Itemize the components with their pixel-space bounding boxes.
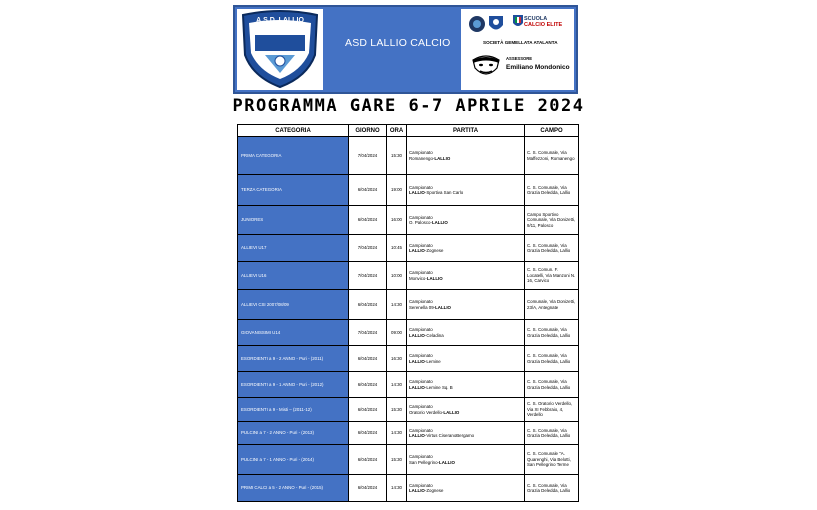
match-cell [407,372,525,398]
category-cell: ESORDIENTI a 9 - Misti – (2011-12) [238,398,349,422]
date-cell: 6/04/2024 [349,175,387,206]
category-cell: ESORDIENTI a 9 - 1 ANNO - Puri - (2012) [238,372,349,398]
teams-label [409,190,524,196]
column-header: GIORNO [349,125,387,137]
venue-cell: C. S. Comunale, Via Grazia Deledda, Lallio [525,475,579,502]
school-label: SCUOLA CALCIO ELITE [524,16,563,28]
competition-label: Campionato [409,379,433,384]
assessore-name: Emiliano Mondonico [506,64,570,71]
venue-cell: C. S. Comunale, Via Grazia Deledda, Lallio [525,346,579,372]
match-cell [407,422,525,445]
team-lallio: LALLIO [426,275,443,281]
time-cell: 14:30 [387,475,407,502]
column-header: CATEGORIA [238,125,349,137]
teams-label [409,410,524,416]
competition-label: Campionato [409,327,433,332]
time-cell: 14:30 [387,372,407,398]
venue-cell: Campo Sportivo Comunale, Via Donizetti, 9/11, Palosco [525,206,579,235]
date-cell: 6/04/2024 [349,422,387,445]
category-cell: JUNIORES [238,206,349,235]
category-cell: TERZA CATEGORIA [238,175,349,206]
date-cell: 6/04/2024 [349,475,387,502]
teams-label [409,433,524,439]
match-cell [407,235,525,262]
match-cell [407,320,525,346]
match-cell [407,290,525,320]
table-row [238,290,579,320]
team-lallio: LALLIO [443,409,460,415]
team-pre: Oratorio Verdello- [409,409,444,415]
date-cell: 6/04/2024 [349,206,387,235]
competition-label: Campionato [409,184,433,190]
teams-label [409,305,524,311]
competition-label: Campionato [409,150,433,155]
venue-cell: C. S. Oratorio Verdello, Via XI Febbraio, 4, Verdello [525,398,579,422]
date-cell: 6/04/2024 [349,372,387,398]
match-cell [407,175,525,206]
date-cell: 7/04/2024 [349,235,387,262]
assessore-label: ASSESSORE [506,56,533,61]
header-banner [233,5,578,94]
date-cell: 6/04/2024 [349,290,387,320]
time-cell: 14:30 [387,422,407,445]
table-row [238,137,579,175]
table-row [238,372,579,398]
date-cell: 7/04/2024 [349,320,387,346]
date-cell: 6/04/2024 [349,445,387,475]
match-cell [407,475,525,502]
time-cell: 15:30 [387,445,407,475]
time-cell: 16:00 [387,206,407,235]
table-row [238,206,579,235]
table-row [238,262,579,290]
category-cell: ALLIEVI U16 [238,262,349,290]
competition-label: Campionato [409,353,433,358]
portrait-icon [469,52,503,80]
time-cell: 16:30 [387,346,407,372]
match-cell [407,346,525,372]
teams-label [409,333,524,339]
time-cell: 15:30 [387,398,407,422]
table-header-row [238,125,579,137]
team-post: -Zognese [424,248,444,253]
match-cell [407,398,525,422]
team-post: -Lemine Sq. B [424,384,453,390]
team-pre: O. Palosco- [409,220,432,225]
club-logo [237,9,323,90]
team-lallio: LALLIO [409,332,425,338]
time-cell: 14:30 [387,290,407,320]
team-post: -Virtus CiseranoBergamo [424,433,475,438]
time-cell: 10:45 [387,235,407,262]
teams-label [409,276,524,282]
team-post: -Celadina [424,332,444,338]
club-title: ASD LALLIO CALCIO [345,37,451,49]
competition-label: Campionato [409,214,433,220]
competition-label: Campionato [409,427,433,433]
schedule-table [237,124,579,502]
date-cell: 7/04/2024 [349,137,387,175]
team-lallio: LALLIO [431,220,448,225]
team-lallio: LALLIO [409,190,425,195]
teams-label [409,385,524,391]
teams-label [409,488,524,494]
venue-cell: C. S. Comunale, Via Grazia Deledda, Lallio [525,235,579,262]
column-header: ORA [387,125,407,137]
column-header: PARTITA [407,125,525,137]
team-post: -Zognese [424,488,444,493]
sponsor-panel [461,9,574,90]
match-cell [407,262,525,290]
twinned-label: SOCIETÀ GEMELLATA ATALANTA [483,40,558,45]
table-row [238,175,579,206]
figc-shield-icon [513,15,523,29]
competition-label: Campionato [409,454,433,459]
category-cell: PRIMA CATEGORIA [238,137,349,175]
teams-label [409,248,524,254]
team-pre: Monvico- [409,275,427,281]
team-post: -Sportiva San Carlo [424,190,464,195]
table-row [238,475,579,502]
column-header: CAMPO [525,125,579,137]
competition-label: Campionato [409,404,433,409]
date-cell: 6/04/2024 [349,398,387,422]
time-cell: 10:00 [387,262,407,290]
competition-label: Campionato [409,270,433,275]
team-post: -Lemine [424,358,441,364]
venue-cell: C. S. Comunale, Via Maffezzoni, Romanengo [525,137,579,175]
table-row [238,398,579,422]
teams-label [409,359,524,365]
team-pre: San Pellegrino- [409,459,440,465]
match-cell [407,137,525,175]
team-pre: Romanengo- [409,155,435,161]
table-row [238,445,579,475]
competition-label: Campionato [409,242,433,248]
venue-cell: C. S. Comunale, Via Grazia Deledda, Lallio [525,320,579,346]
match-cell [407,206,525,235]
shield-logo-icon [237,9,323,90]
team-lallio: LALLIO [409,358,425,364]
team-lallio: LALLIO [409,384,425,390]
category-cell: GIOVANISSIMI U14 [238,320,349,346]
competition-label: Campionato [409,299,433,304]
logo-text: A.S.D. LALLIO [256,17,304,24]
category-cell: PRIMI CALCI a 5 - 2 ANNO - Puri - (2015) [238,475,349,502]
competition-label: Campionato [409,482,433,488]
venue-cell: Comunale, Via Donizetti, 23/A, Antegnate [525,290,579,320]
time-cell: 15:30 [387,137,407,175]
teams-label [409,460,524,466]
venue-cell: C. S. Comunale "A. Quarenghi, Via Belotti, San Pellegrino Terme [525,445,579,475]
venue-cell: C. S. Comunale, Via Grazia Deledda, Lallio [525,372,579,398]
team-lallio: LALLIO [439,459,455,465]
team-pre: Serenella 09- [409,304,436,310]
date-cell: 6/04/2024 [349,346,387,372]
match-cell [407,445,525,475]
club-badges-icon [469,13,505,35]
category-cell: ALLIEVI U17 [238,235,349,262]
category-cell: ALLIEVI CSI 2007/08/09 [238,290,349,320]
team-lallio: LALLIO [435,304,451,310]
time-cell: 19:00 [387,175,407,206]
category-cell: PULCINI a 7 - 1 ANNO - Puri - (2014) [238,445,349,475]
page-title: PROGRAMMA GARE 6-7 APRILE 2024 [232,96,585,116]
venue-cell: C. S. Comunale, Via Grazia Deledda, Lallio [525,175,579,206]
team-lallio: LALLIO [409,433,425,438]
teams-label [409,220,524,226]
teams-label [409,156,524,162]
date-cell: 7/04/2024 [349,262,387,290]
category-cell: PULCINI a 7 - 2 ANNO - Puri - (2013) [238,422,349,445]
table-row [238,235,579,262]
team-lallio: LALLIO [409,248,425,253]
venue-cell: C. S. Comunale, Via Grazia Deledda, Lallio [525,422,579,445]
time-cell: 09:00 [387,320,407,346]
table-row [238,346,579,372]
venue-cell: C. S. Comun. F. Locatelli, Via Manzoni N. 16, Carvico [525,262,579,290]
team-lallio: LALLIO [434,155,451,161]
team-lallio: LALLIO [409,488,425,493]
table-row [238,422,579,445]
category-cell: ESORDIENTI a 9 - 2 ANNO - Puri - (2011) [238,346,349,372]
table-row [238,320,579,346]
